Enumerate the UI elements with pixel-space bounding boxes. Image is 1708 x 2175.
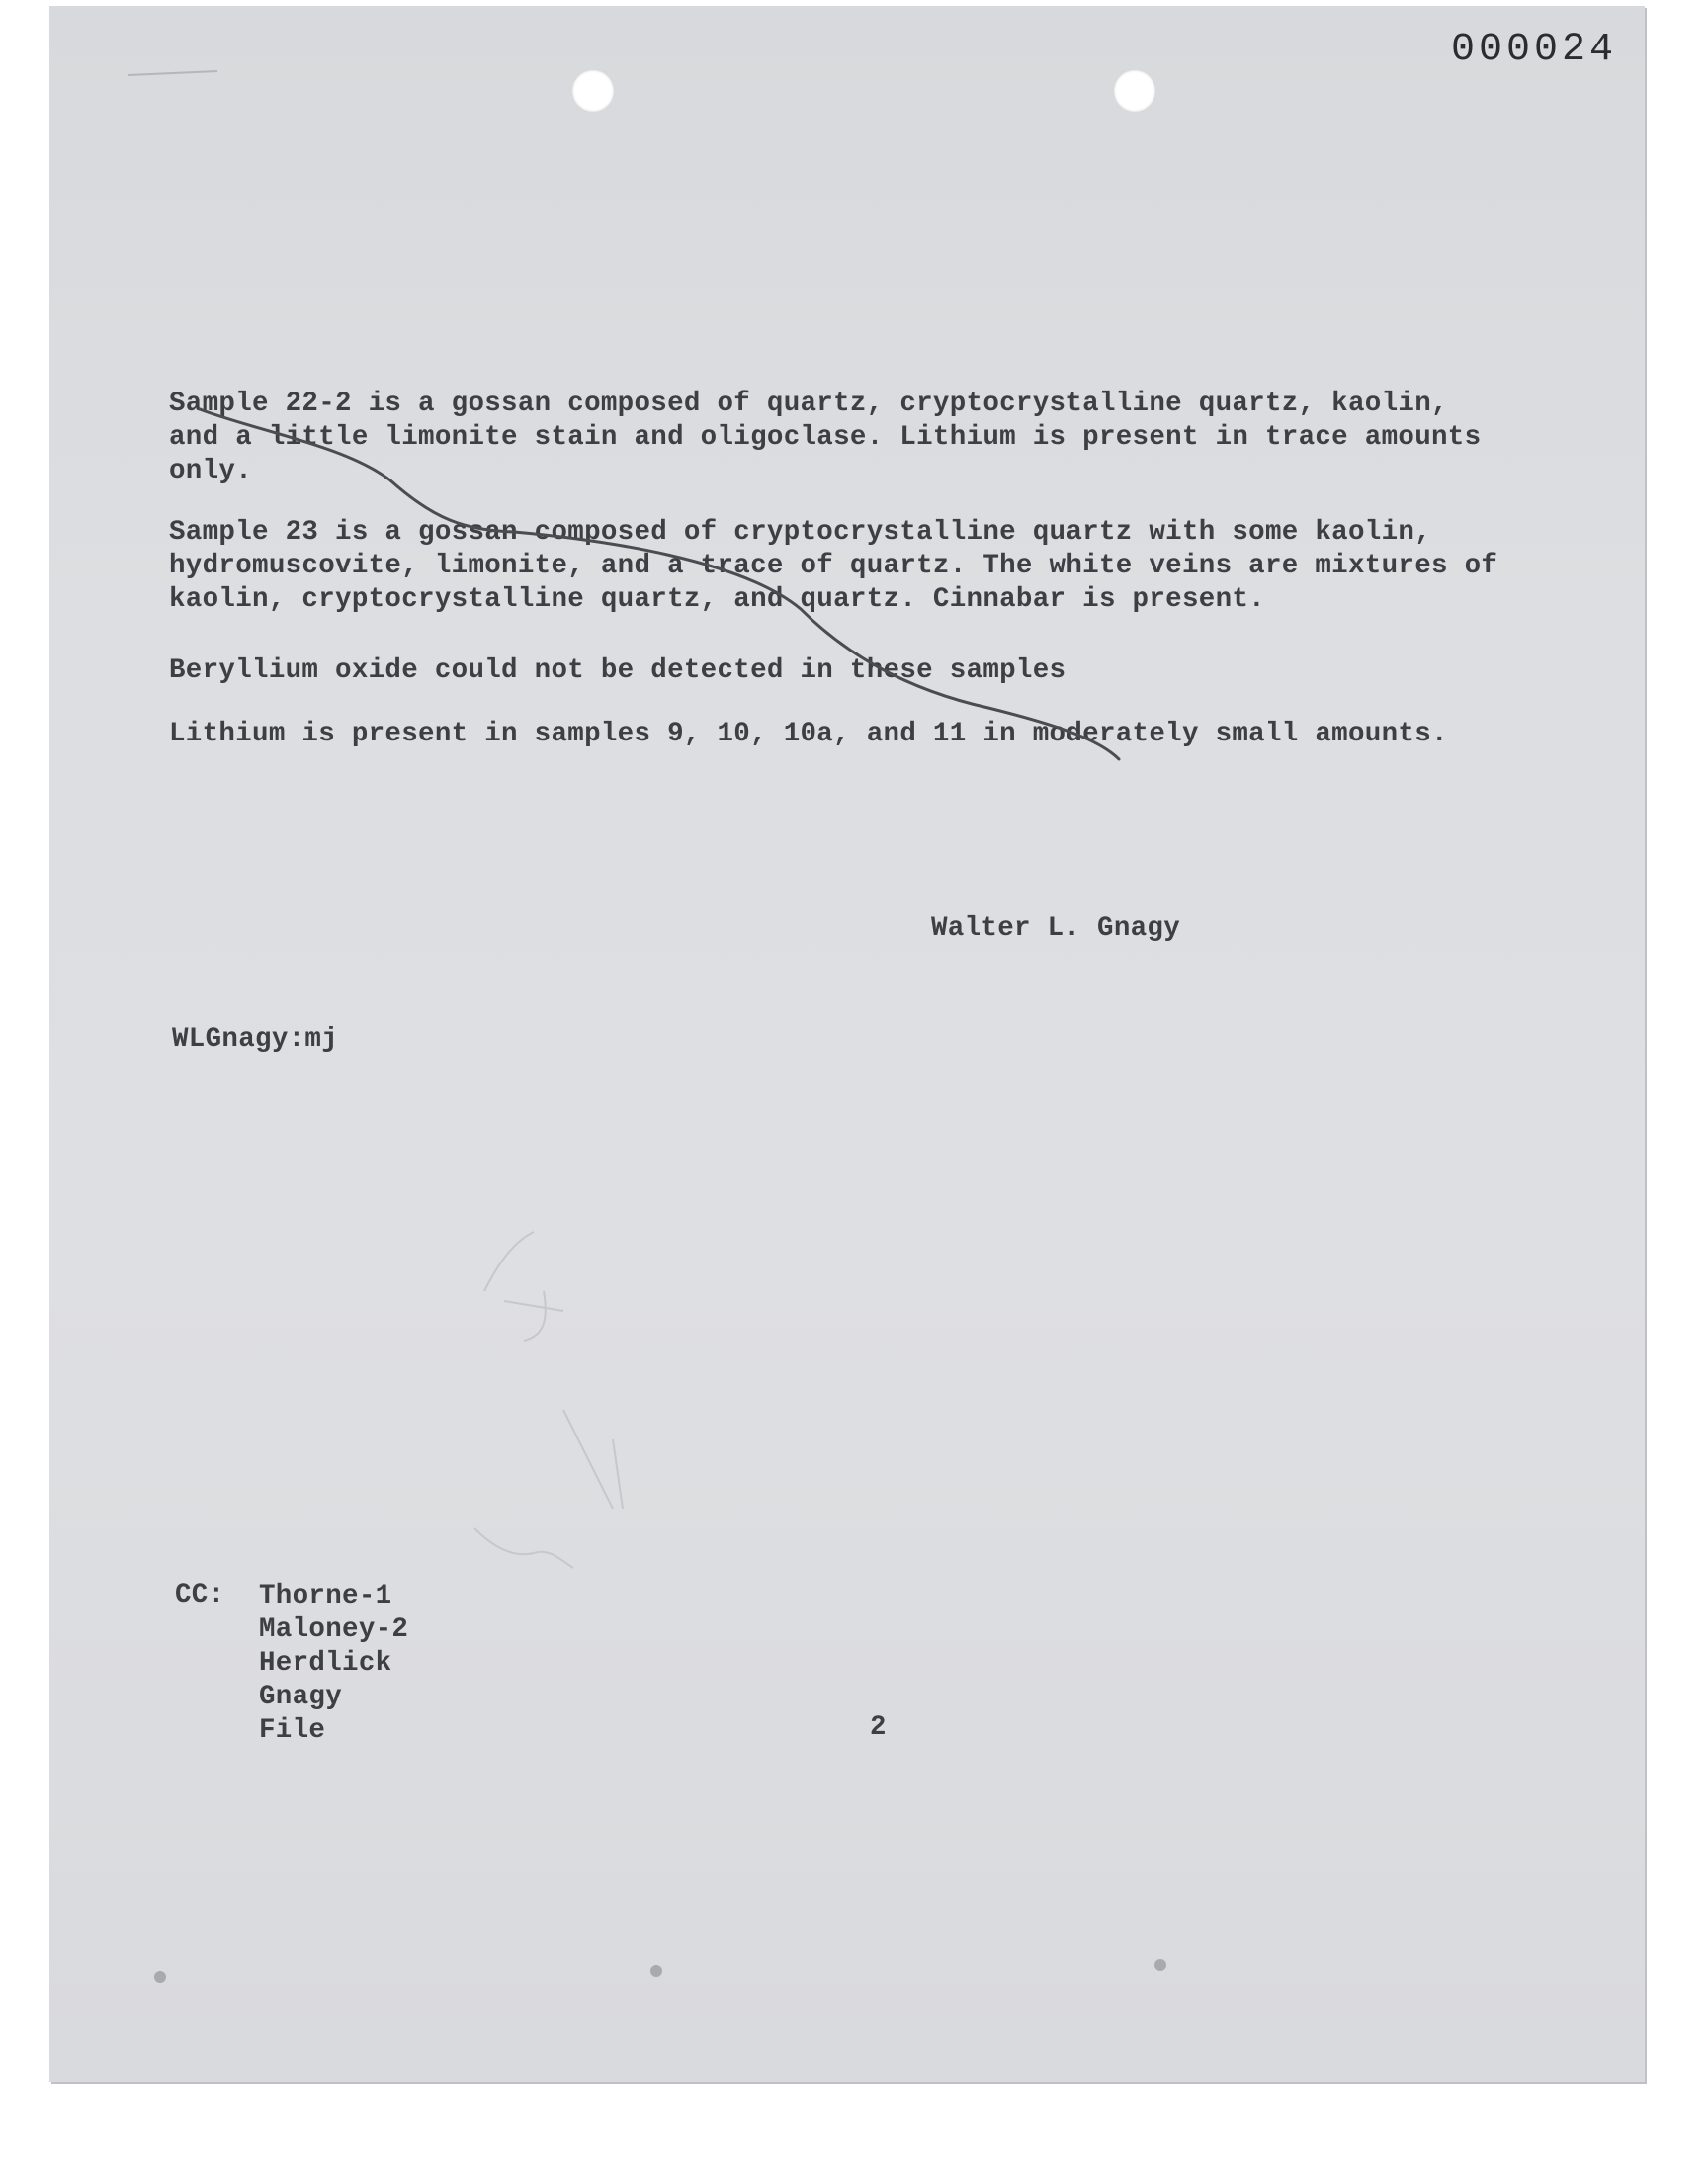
punch-hole-left [571, 69, 615, 113]
typist-initials: WLGnagy:mj [172, 1024, 339, 1055]
signature-name: Walter L. Gnagy [931, 914, 1181, 944]
punch-hole-right [1113, 69, 1156, 113]
paragraph-sample-23: Sample 23 is a gossan composed of cryptocrystalline quartz with some kaolin, hydromuscovite, limonite, and a trace of quartz. The white veins are mixtures of kaolin, cryptocrystalline quartz, and quartz. Cinnabar is present. [169, 517, 1498, 615]
cc-recipient: Gnagy [259, 1682, 343, 1712]
marker-dot [154, 1971, 166, 1983]
paragraph-lithium: Lithium is present in samples 9, 10, 10a, and 11 in moderately small amounts. [169, 719, 1448, 749]
document-number: 000024 [1450, 28, 1617, 72]
marker-dot [1154, 1959, 1166, 1971]
paragraph-sample-22-2: Sample 22-2 is a gossan composed of quartz, cryptocrystalline quartz, kaolin, and a little limonite stain and oligoclase. Lithium is present in trace amounts only. [169, 389, 1482, 486]
cc-recipient: Thorne-1 [259, 1581, 392, 1611]
cc-recipient: Herdlick [259, 1648, 392, 1679]
cc-recipient: File [259, 1715, 326, 1746]
paragraph-beryllium: Beryllium oxide could not be detected in these samples [169, 655, 1067, 686]
page-number: 2 [870, 1712, 887, 1743]
marker-dot [650, 1965, 662, 1977]
cc-recipient: Maloney-2 [259, 1614, 409, 1645]
paper-sheet [49, 6, 1645, 2082]
cc-label: CC: [175, 1580, 225, 1610]
cc-list [259, 1580, 408, 1748]
